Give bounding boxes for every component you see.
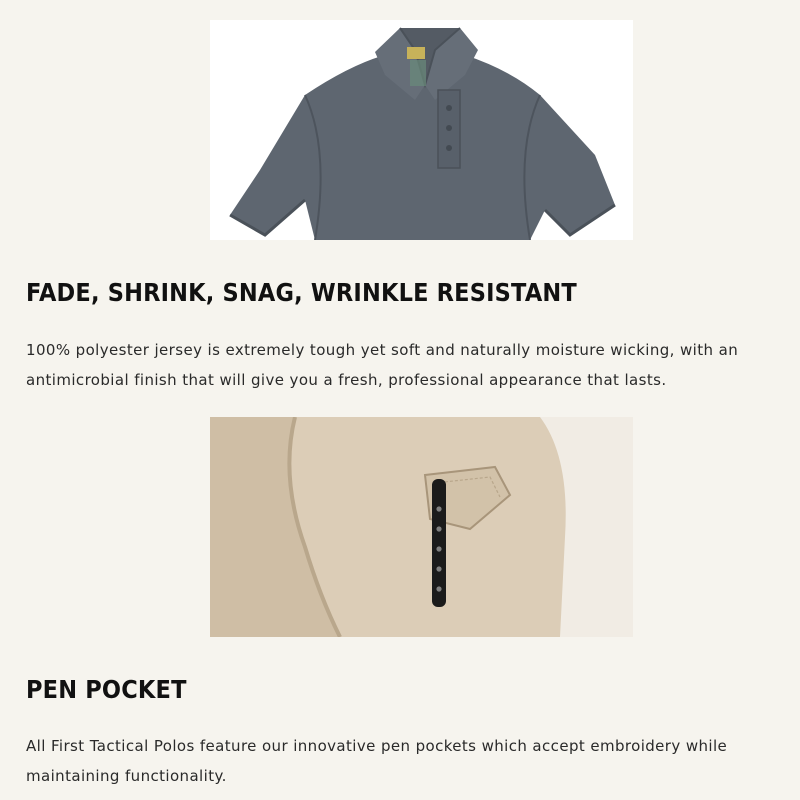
- section-text-resistant: 100% polyester jersey is extremely tough yet soft and naturally moisture wicking, with an antimicrobial finish that will give you a fresh, professional appearance that lasts.: [26, 341, 739, 389]
- section-text-pen-pocket: All First Tactical Polos feature our innovative pen pockets which accept embroidery while maintaining functionality.: [26, 737, 728, 785]
- section-heading-pen-pocket: PEN POCKET: [26, 675, 187, 704]
- pen-pocket-image: [210, 417, 633, 637]
- grey-polo-image: [210, 20, 633, 240]
- section-heading-resistant: FADE, SHRINK, SNAG, WRINKLE RESISTANT: [26, 278, 577, 307]
